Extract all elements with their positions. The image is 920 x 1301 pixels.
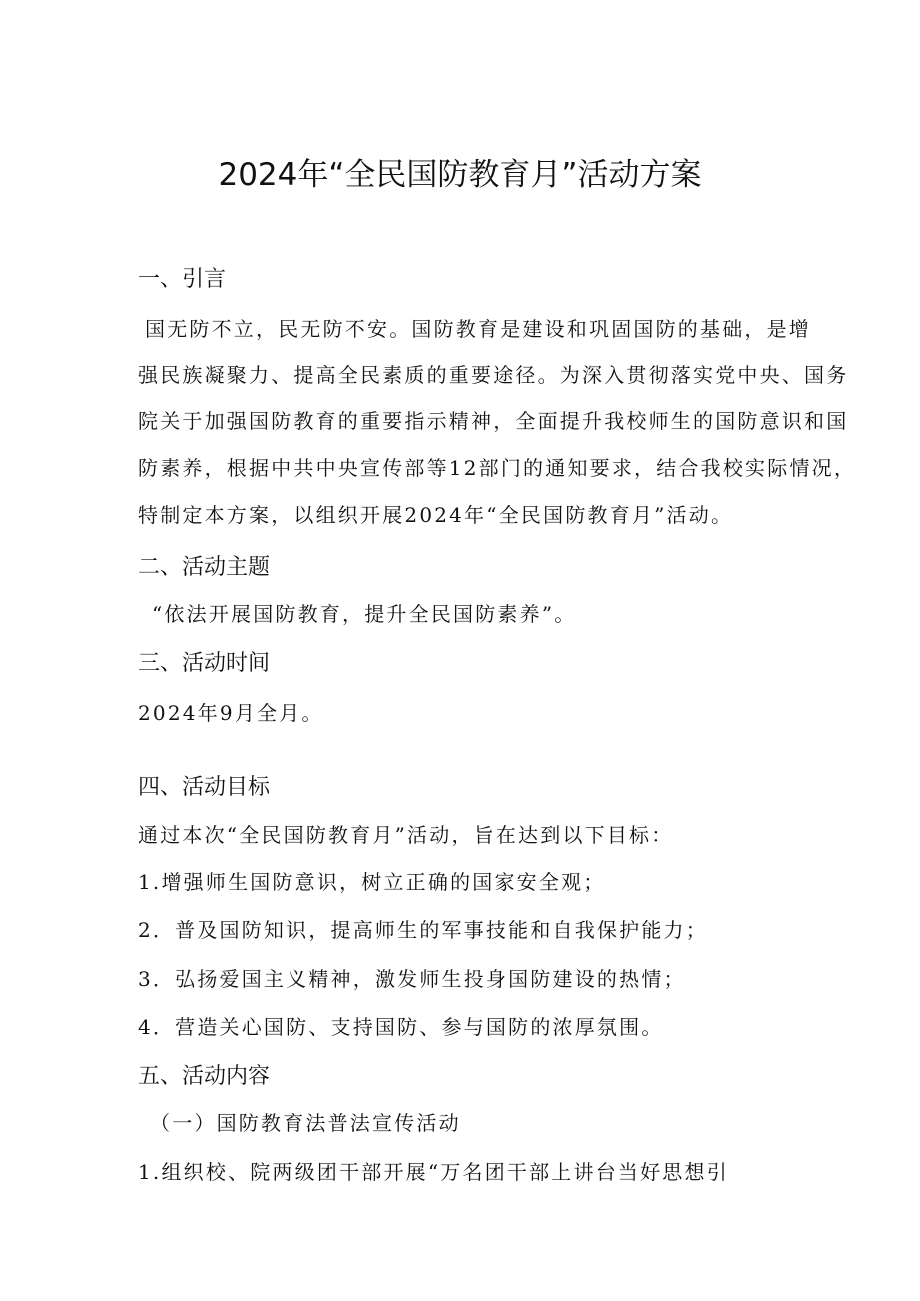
goal-item: 2．普及国防知识，提高师生的军事技能和自我保护能力；	[138, 918, 708, 942]
content-subheading: （一）国防教育法普法宣传活动	[150, 1111, 461, 1135]
section-heading-time: 三、活动时间	[138, 651, 271, 676]
intro-paragraph-line: 防素养，根据中共中央宣传部等12部门的通知要求，结合我校实际情况，	[138, 456, 857, 480]
content-item: 1.组织校、院两级团干部开展“万名团干部上讲台当好思想引	[138, 1160, 729, 1184]
time-text: 2024年9月全月。	[138, 701, 324, 725]
intro-paragraph-line: 强民族凝聚力、提高全民素质的重要途径。为深入贯彻落实党中央、国务	[138, 363, 849, 387]
goal-item: 4．营造关心国防、支持国防、参与国防的浓厚氛围。	[138, 1015, 664, 1039]
section-heading-intro: 一、引言	[138, 267, 227, 292]
goals-intro: 通过本次“全民国防教育月”活动，旨在达到以下目标：	[138, 823, 674, 847]
goal-item: 1.增强师生国防意识，树立正确的国家安全观；	[138, 870, 606, 894]
theme-text: “依法开展国防教育，提升全民国防素养”。	[152, 602, 577, 626]
intro-paragraph-line: 院关于加强国防教育的重要指示精神，全面提升我校师生的国防意识和国	[138, 409, 849, 433]
document-title: 2024年“全民国防教育月”活动方案	[218, 157, 702, 193]
section-heading-goals: 四、活动目标	[138, 775, 271, 800]
intro-paragraph-line: 特制定本方案，以组织开展2024年“全民国防教育月”活动。	[138, 503, 734, 527]
section-heading-content: 五、活动内容	[138, 1064, 271, 1089]
intro-paragraph-line: 国无防不立，民无防不安。国防教育是建设和巩固国防的基础，是增	[145, 317, 811, 341]
section-heading-theme: 二、活动主题	[138, 555, 271, 580]
goal-item: 3．弘扬爱国主义精神，激发师生投身国防建设的热情；	[138, 967, 686, 991]
